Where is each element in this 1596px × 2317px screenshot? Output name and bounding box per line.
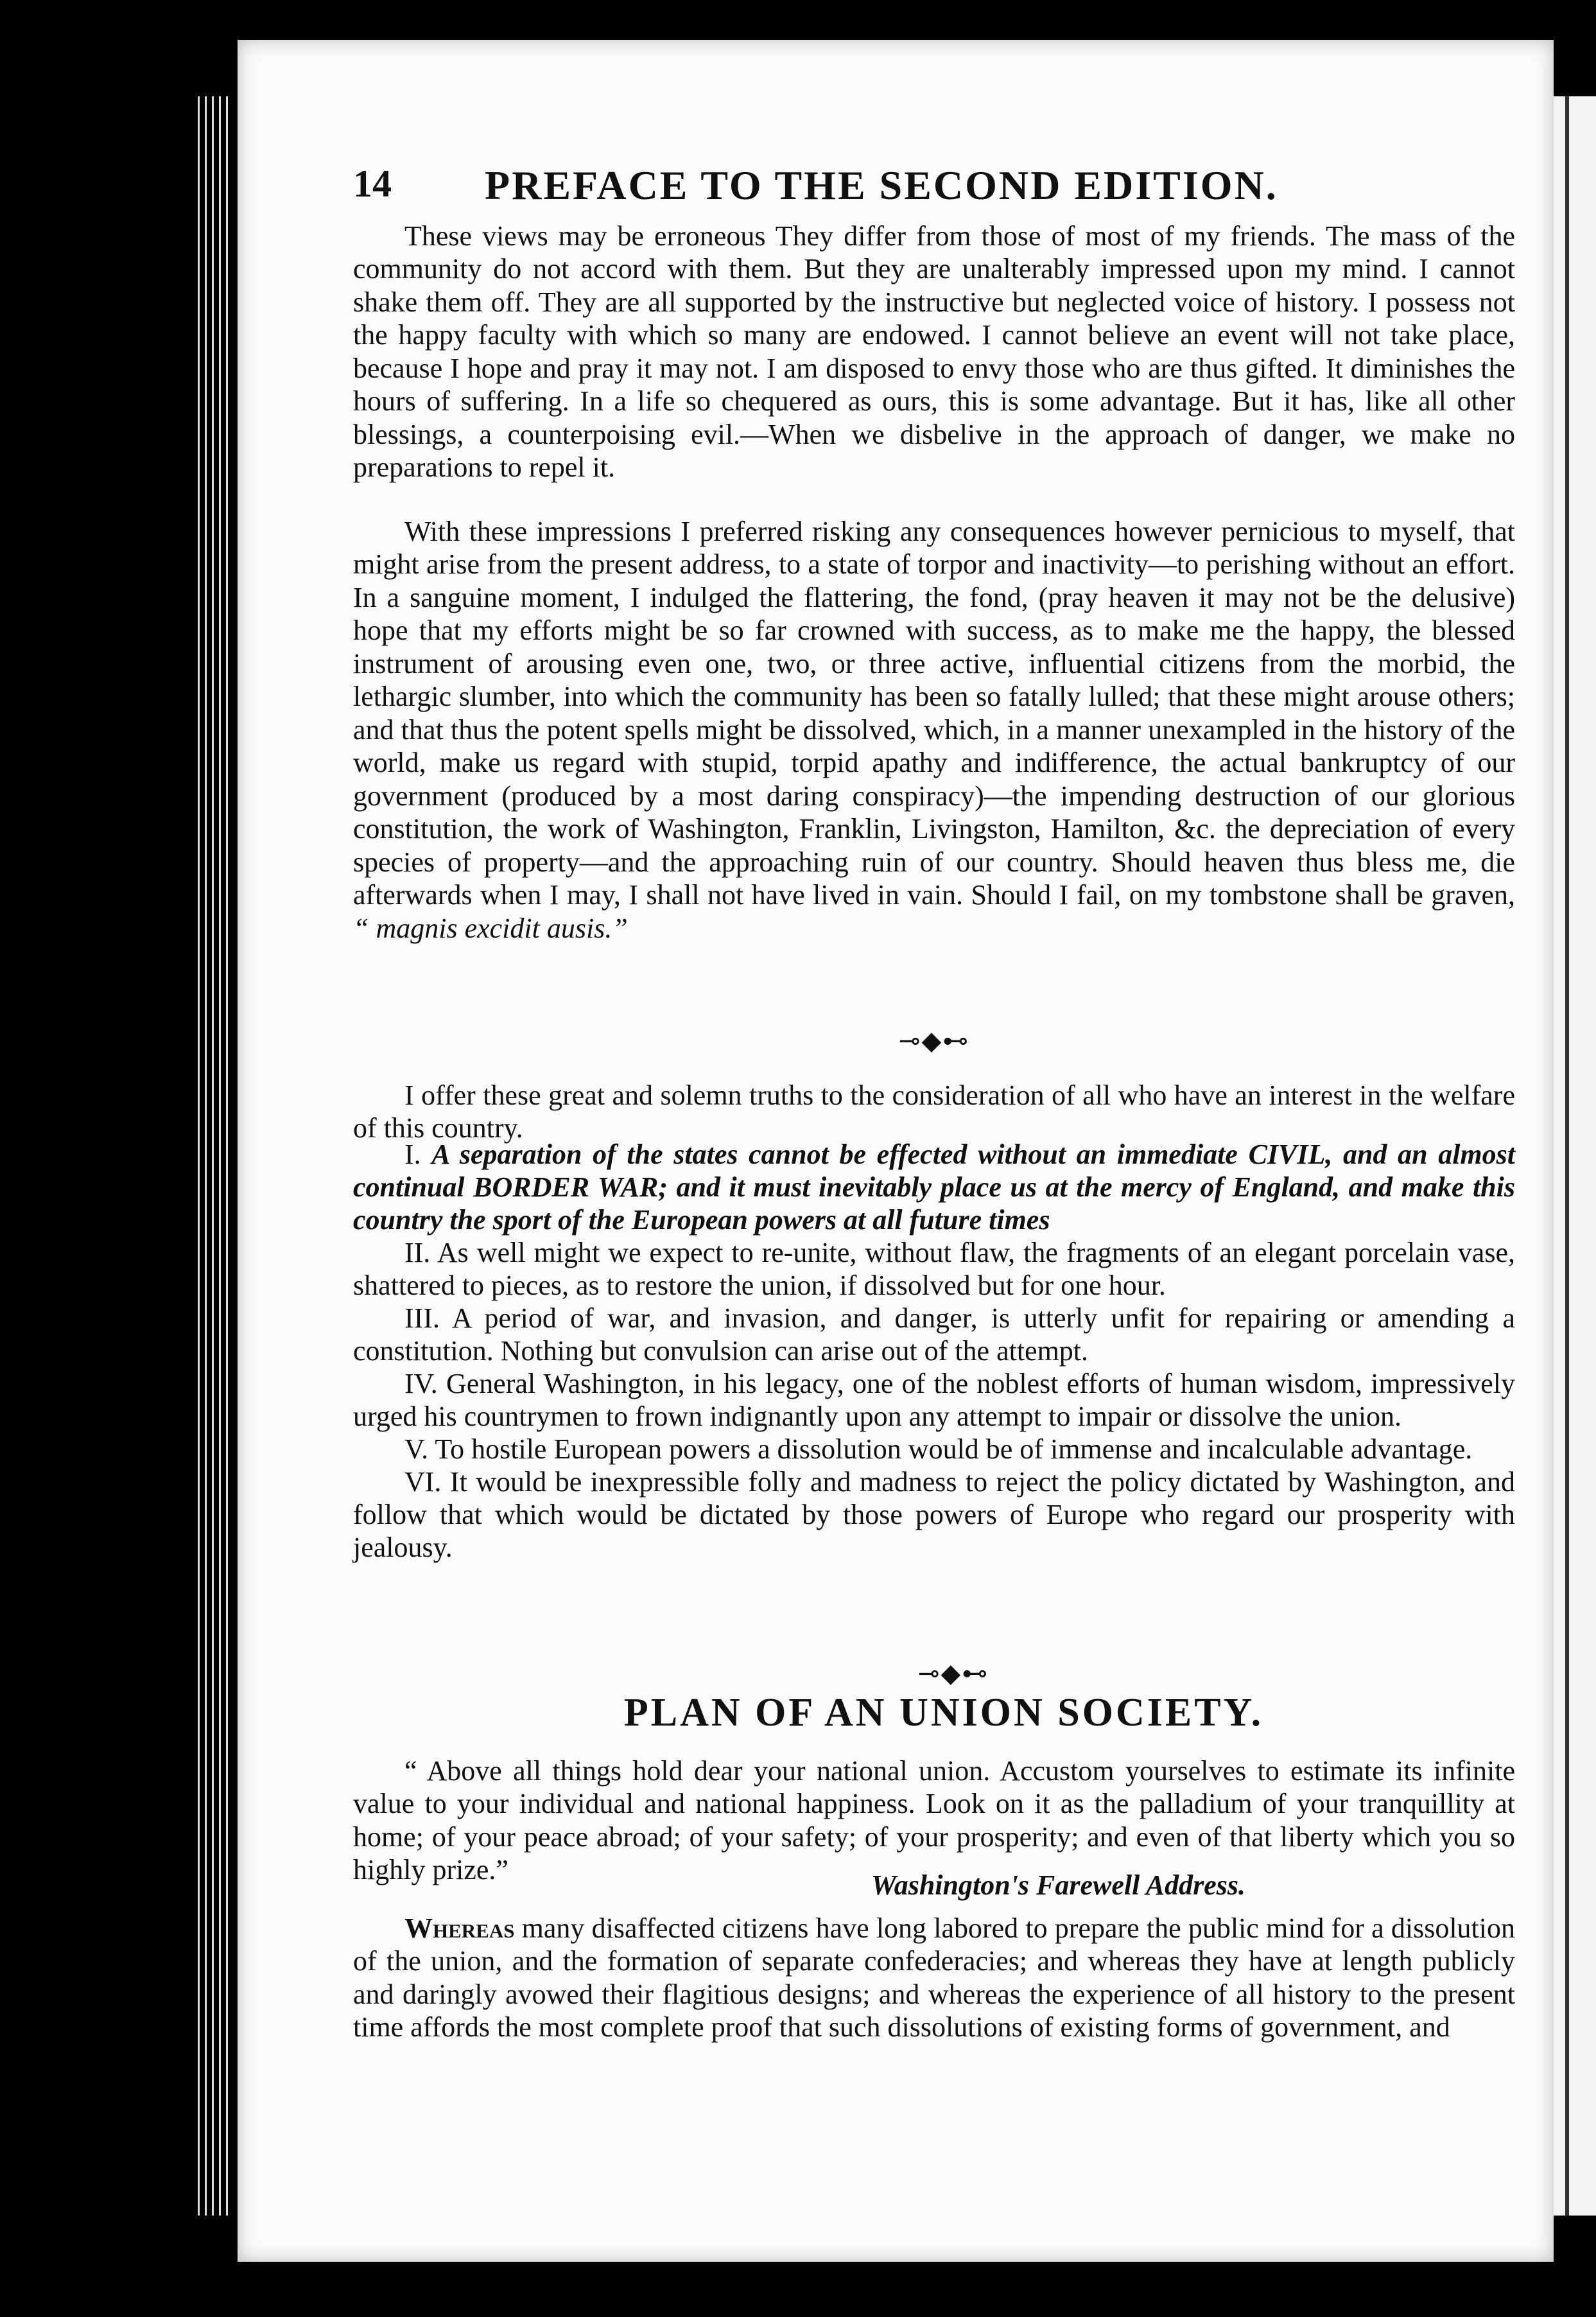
page-number: 14 [353, 162, 392, 205]
whereas-paragraph: Whereas many disaffected citizens have long labored to prepare the public mind for a dissolution of the union, and the formation of separate confederacies; and whereas they have at length publicly and daringly avowed their flagitious designs; and whereas the experience of all history to the present time affords the most complete proof that such dissolutions of existing forms of government, and [353, 1912, 1515, 2043]
page-header [353, 162, 1509, 226]
list-item: VI. It would be inexpressible folly and madness to reject the policy dictated by Washington, and follow that which would be dictated by those powers of Europe who regard our prosperity with jealousy. [353, 1466, 1516, 1564]
ornament-divider: ⊸◆⊷ [899, 1026, 970, 1055]
epigraph-quote: “ Above all things hold dear your national union. Accustom yourselves to estimate its infinite value to your individual and national happiness. Look on it as the palladium of your tranquillity at home; of your peace abroad; of your safety; of your prosperity; and even of that liberty which you so highly prize.” [353, 1755, 1515, 1886]
list-item: V. To hostile European powers a dissolution would be of immense and incalculable advantage. [404, 1433, 1473, 1465]
latin-phrase: “ magnis excidit ausis.” [353, 912, 628, 944]
paragraph-2: With these impressions I preferred risking any consequences however pernicious to myself, that might arise from the present address, to a state of torpor and inactivity—to perishing without an effort. In a sanguine moment, I indulged the flattering, the fond, (pray heaven it may not be the delusive) hope that my efforts might be so far crowned with success, as to make me the happy, the blessed instrument of arousing even one, two, or three active, influential citizens from the morbid, the lethargic slumber, into which the community has been so fatally lulled; that these might arouse others; and that thus the potent spells might be dissolved, which, in a manner unexampled in the history of the world, make us regard with stupid, torpid apathy and indifference, the actual bankruptcy of our government (produced by a most daring conspiracy)—the impending destruction of our glorious constitution, the work of Washington, Franklin, Livingston, Hamilton, &c. the depreciation of every species of property—and the approaching ruin of our country. Should heaven thus bless me, die afterwards when I may, I shall not have lived in vain. Should I fail, on my tombstone shall be graven, “ magnis excidit ausis.” [353, 516, 1515, 944]
facing-page-edge [1554, 96, 1596, 2216]
paragraph-3: I offer these great and solemn truths to the consideration of all who have an interest in the welfare of this country. [353, 1080, 1515, 1144]
running-head: PREFACE TO THE SECOND EDITION. [485, 162, 1278, 208]
ornament-divider: ⊸◆⊷ [918, 1659, 989, 1688]
quote-attribution: Washington's Farewell Address. [871, 1869, 1245, 1901]
section-title: PLAN OF AN UNION SOCIETY. [623, 1691, 1264, 1735]
list-item: IV. General Washington, in his legacy, one of the noblest efforts of human wisdom, impressively urged his countrymen to frown indignantly upon any attempt to impair or dissolve the union. [353, 1368, 1516, 1433]
book-page [238, 40, 1554, 2262]
whereas-lead: Whereas [404, 1912, 515, 1944]
list-item: I. A separation of the states cannot be effected without an immediate CIVIL, and an almost continual BORDER WAR; and it must inevitably place us at the mercy of England, and make this country the sport of the European powers at all future times [353, 1139, 1515, 1236]
list-item: III. A period of war, and invasion, and danger, is utterly unfit for repairing or amending a constitution. Nothing but convulsion can arise out of the attempt. [353, 1302, 1516, 1367]
list-item: II. As well might we expect to re-unite, without flaw, the fragments of an elegant porcelain vase, shattered to pieces, as to restore the union, if dissolved but for one hour. [353, 1237, 1515, 1302]
book-gutter [193, 96, 231, 2216]
truths-list [353, 1138, 1515, 1564]
paragraph-1: These views may be erroneous They differ from those of most of my friends. The mass of the community do not accord with them. But they are unalterably impressed upon my mind. I cannot shake them off. They are all supported by the instructive but neglected voice of history. I possess not the happy faculty with which so many are endowed. I cannot believe an event will not take place, because I hope and pray it may not. I am disposed to envy those who are thus gifted. It diminishes the hours of suffering. In a life so chequered as ours, this is some advantage. But it has, like all other blessings, a counterpoising evil.—When we disbelive in the approach of danger, we make no preparations to repel it. [353, 220, 1515, 484]
